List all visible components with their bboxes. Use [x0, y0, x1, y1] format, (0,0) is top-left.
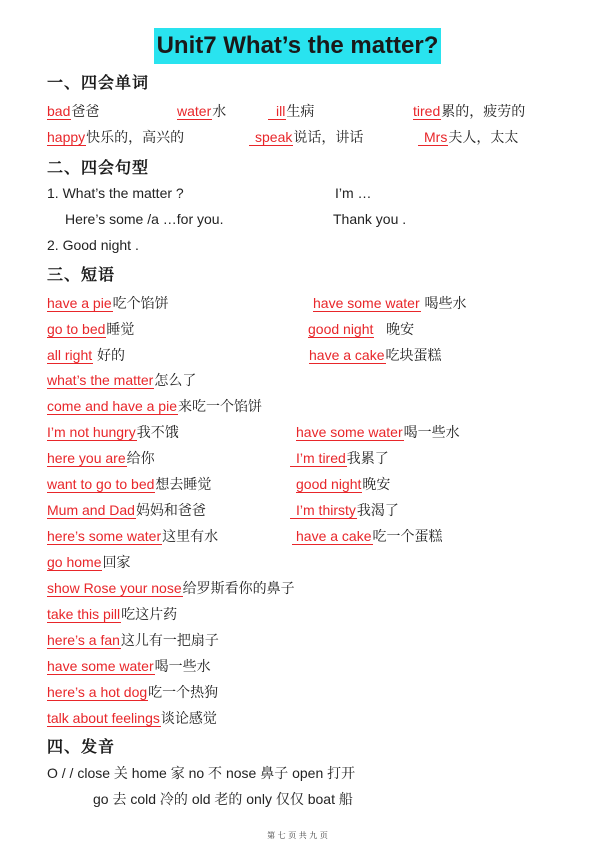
phrase-en: here’s some water [47, 528, 162, 544]
vocab-item [177, 101, 226, 121]
phrase-item [47, 682, 218, 702]
section-heading-pronunciation: 四、发音 [47, 737, 116, 756]
pronunciation-line: O / / close 关 home 家 no 不 nose 鼻子 open 打开 [47, 765, 356, 781]
vocab-zh: 爸爸 [71, 103, 100, 119]
phrase-item [47, 396, 262, 416]
phrase-zh: 想去睡觉 [155, 476, 212, 492]
phrase-en: show Rose your nose [47, 580, 182, 596]
phrase-zh: 给罗斯看你的鼻子 [182, 580, 295, 596]
vocab-zh: 快乐的，高兴的 [86, 129, 185, 145]
phrase-en: here’s a hot dog [47, 684, 148, 700]
phrase-zh: 睡觉 [106, 321, 135, 337]
phrase-item [47, 630, 219, 650]
section-heading-phrases: 三、短语 [47, 265, 116, 284]
phrase-zh: 吃一个热狗 [148, 684, 219, 700]
phrase-item [47, 708, 217, 728]
vocab-en: water [177, 103, 212, 119]
vocab-zh: 说话，讲话 [293, 129, 364, 145]
page-number: 第 七 页 共 九 页 [267, 831, 328, 840]
phrase-item [292, 526, 443, 546]
phrase-en: have some water [47, 658, 154, 674]
phrase-item [313, 293, 467, 313]
phrase-en: come and have a pie [47, 398, 177, 414]
phrase-en: I’m not hungry [47, 424, 136, 440]
phrase-en: here’s a fan [47, 632, 120, 648]
section-heading-sentences: 二、四会句型 [47, 158, 150, 177]
phrase-zh: 怎么了 [154, 372, 197, 388]
phrase-en: have a cake [292, 528, 373, 545]
phrase-item [47, 370, 196, 390]
vocab-item [47, 127, 184, 147]
phrase-zh: 喝一些水 [403, 424, 460, 440]
vocab-en: Mrs [418, 129, 448, 146]
phrase-zh: 谈论感觉 [160, 710, 217, 726]
phrase-en: want to go to bed [47, 476, 155, 492]
phrase-item [47, 293, 169, 313]
phrase-zh: 这里有水 [162, 528, 219, 544]
phrase-en: I’m thirsty [290, 502, 357, 519]
phrase-item [47, 474, 211, 494]
phrase-en: Mum and Dad [47, 502, 135, 518]
phrase-zh: 吃这片药 [121, 606, 178, 622]
phrase-en: go home [47, 554, 102, 570]
title-wrap [0, 28, 595, 64]
phrase-zh: 来吃一个馅饼 [177, 398, 262, 414]
phrase-en: here you are [47, 450, 126, 466]
vocab-zh: 累的，疲劳的 [441, 103, 526, 119]
phrase-zh: 这儿有一把扇子 [120, 632, 219, 648]
page-title: Unit7 What’s the matter? [154, 28, 442, 64]
phrase-item [290, 448, 389, 468]
phrase-item [47, 656, 211, 676]
vocab-en: tired [413, 103, 441, 119]
phrase-en: talk about feelings [47, 710, 160, 726]
phrase-en: have some water [296, 424, 403, 440]
phrase-item [47, 552, 130, 572]
phrase-zh: 回家 [102, 554, 131, 570]
phrase-zh: 晚安 [362, 476, 391, 492]
phrase-item [296, 474, 390, 494]
phrase-en: good night [308, 321, 374, 337]
vocab-item [268, 101, 314, 121]
phrase-item [47, 578, 295, 598]
vocab-en: speak [249, 129, 293, 146]
phrase-zh: 妈妈和爸爸 [135, 502, 206, 518]
phrase-en: I’m tired [290, 450, 347, 467]
vocab-item [413, 101, 525, 121]
phrase-zh: 我累了 [346, 450, 389, 466]
phrase-en: what’s the matter [47, 372, 154, 388]
phrase-item [47, 319, 134, 339]
sentence: Here’s some /a …for you. [65, 211, 224, 227]
phrase-zh: 喝些水 [424, 295, 467, 311]
sentence: Thank you . [333, 211, 407, 227]
pronunciation-line: go 去 cold 冷的 old 老的 only 仅仅 boat 船 [93, 791, 353, 807]
phrase-zh: 喝一些水 [154, 658, 211, 674]
phrase-item [47, 345, 125, 365]
vocab-en: ill [268, 103, 286, 120]
phrase-zh: 我渴了 [356, 502, 399, 518]
phrase-en: all right [47, 347, 93, 363]
phrase-en: have a pie [47, 295, 112, 311]
vocab-item [418, 127, 518, 147]
phrase-en: go to bed [47, 321, 106, 337]
phrase-item [309, 345, 442, 365]
phrase-en: good night [296, 476, 362, 492]
sentence: I’m … [335, 185, 372, 201]
phrase-en: take this pill [47, 606, 121, 622]
vocab-zh: 水 [212, 103, 227, 119]
phrase-zh: 我不饿 [136, 424, 179, 440]
phrase-item [47, 500, 206, 520]
vocab-zh: 夫人，太太 [448, 129, 519, 145]
phrase-zh: 晚安 [386, 321, 415, 337]
section-heading-vocab: 一、四会单词 [47, 73, 150, 92]
sentence: 1. What’s the matter ? [47, 185, 184, 201]
phrase-item [296, 422, 460, 442]
phrase-item [47, 448, 155, 468]
phrase-zh: 吃块蛋糕 [385, 347, 442, 363]
sentence: 2. Good night . [47, 237, 139, 253]
vocab-item [47, 101, 99, 121]
phrase-en: have some water [313, 295, 420, 311]
phrase-item [290, 500, 399, 520]
phrase-item [308, 319, 414, 339]
vocab-item [249, 127, 363, 147]
phrase-en: have a cake [309, 347, 385, 363]
phrase-zh: 吃一个蛋糕 [372, 528, 443, 544]
phrase-zh: 给你 [126, 450, 155, 466]
vocab-en: bad [47, 103, 71, 119]
vocab-zh: 生病 [286, 103, 315, 119]
phrase-item [47, 526, 218, 546]
phrase-item [47, 422, 179, 442]
phrase-zh: 吃个馅饼 [112, 295, 169, 311]
phrase-item [47, 604, 177, 624]
vocab-en: happy [47, 129, 86, 145]
phrase-zh: 好的 [97, 347, 126, 363]
